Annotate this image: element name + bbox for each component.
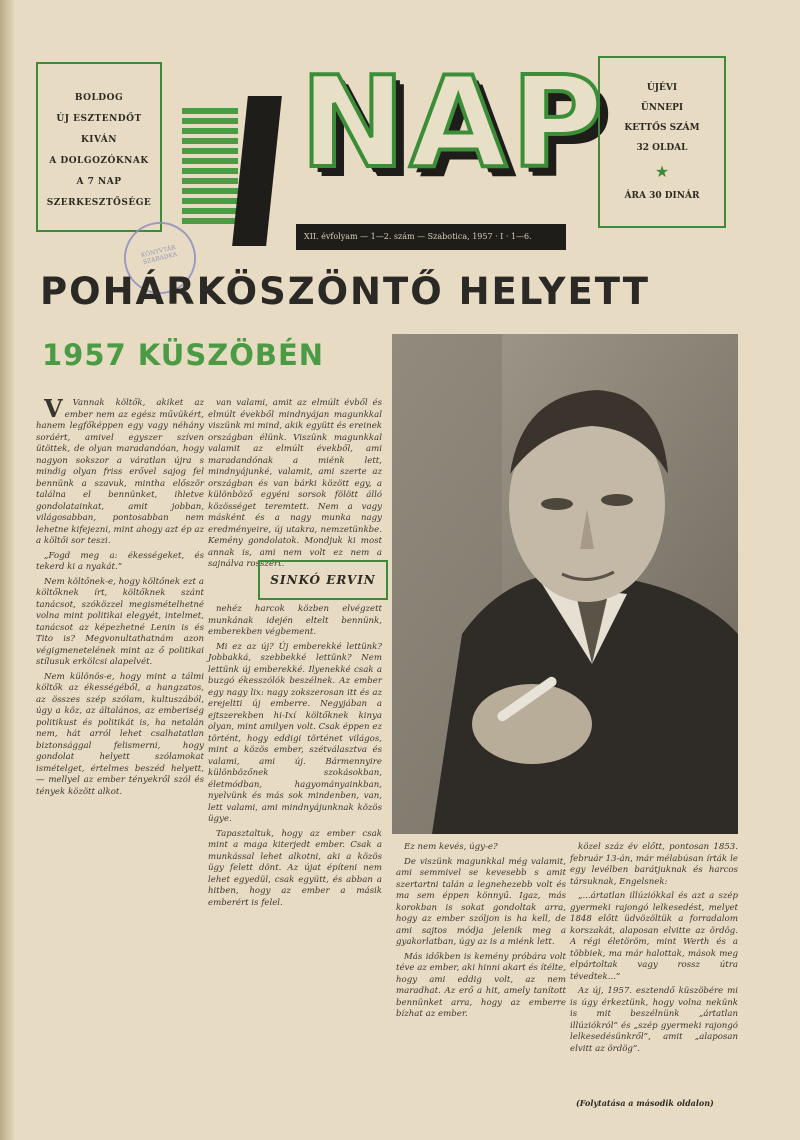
- main-headline: POHÁRKÖSZÖNTŐ HELYETT: [40, 270, 651, 313]
- masthead-stripes: [182, 104, 238, 224]
- paragraph: van valami, amit az elmúlt évből és elmúlt évekből mindnyájan magunkkal viszünk mi mind, akik együtt és ereinek országban élünk. Viszünk magunkkal valamit az elmúlt évekből, ami maradandónak a miénk lett, mindnyájunké, valamit, ami szerte az országban és van bárki között egy, a különböző egyéni sorsok fölött álló közösséget teremtett. Nem a vagy másként és a nagy munka nagy eredményeire, új utakra, nemzetünkbe. Kemény gondolatok. Mondjuk ki most annak is, ami nem volt ez nem a sajnálva rosszért.: [208, 398, 382, 569]
- sub-headline: 1957 KÜSZÖBÉN: [42, 338, 325, 372]
- paragraph: Az új, 1957. esztendő küszöbére mi is úgy érkeztünk, hogy volna nekünk is mit beszélnünk „ártatlan illúziókról” és „szép gyermeki rajongó lelkesedésünkről”, amit „alaposan elvitt az ördög”.: [570, 986, 738, 1054]
- price-label: ÁRA 30 DINÁR: [624, 191, 700, 201]
- paragraph: nehéz harcok közben elvégzett munkának idején eltelt bennünk, emberekben végbement.: [208, 604, 382, 637]
- greeting-line: A DOLGOZÓKNAK: [49, 156, 149, 166]
- article-column-1: [36, 394, 204, 1118]
- greeting-line: ÚJ ESZTENDŐT: [56, 114, 142, 124]
- greeting-line: SZERKESZTŐSÉGE: [46, 198, 152, 208]
- paragraph: Ez nem kevés, úgy-e?: [404, 842, 498, 852]
- article-column-2-top: [208, 398, 382, 569]
- star-icon: ★: [654, 162, 670, 181]
- issue-info-box: [598, 56, 726, 228]
- paragraph: De viszünk magunkkal még valamit, ami semmivel se kevesebb s amit szertartni talán a legnehezebb volt és ma sem éppen könnyű. Igaz, más korokban is sokat gondoltak arra, hogy az ember szóljon is ha kell, de ami sajtos módja jelenik meg a gyakorlatban, úgy az is a miénk lett.: [396, 856, 566, 947]
- article-column-4: [570, 842, 738, 1120]
- greeting-line: A 7 NAP: [76, 177, 122, 187]
- paragraph: Más időkben is kemény próbára volt téve az ember, aki hinni akart és ítélte, hogy ami eddig volt, az nem maradhat. Az erő a hit, amely tanított bennünket arra, hogy az emberre bízhat az ember.: [396, 951, 566, 1019]
- info-line: KETTŐS SZÁM: [624, 123, 700, 133]
- drop-cap: V: [44, 394, 63, 423]
- paragraph: Mi ez az új? Új emberekké lettünk? Jobbakká, szebbekké lettünk? Nem lettünk új emberekké. Ilyenekké csak a buzgó ékesszólók beszélnek. Az ember egy nagy lix: nagy zokszerosan itt és az erejeltti új emberre. Negyjában a ejtszerekben hi-Ixí költőknek kinya olyan, mint amilyen volt. Csak éppen ez történt, hogy eddigi történet világos, mint a közös ember, szétválasztva és valami, ami új. Bármennyire különbözőnek szokásokban, életmódban, hagyományainkban, nyelvünk és más sok mindenben, van, lett valami, ami mindnyájunknak közös ügye.: [208, 641, 382, 824]
- paragraph: közel száz év előtt, pontosan 1853. február 13-án, már mélabúsan írták le egy levélben barátjuknak és harcos társuknak, Engelsnek:: [570, 842, 738, 887]
- masthead-seven-bar: [232, 96, 282, 246]
- author-byline: SINKÓ ERVIN: [258, 560, 388, 600]
- info-line: ÚJÉVI: [646, 83, 678, 93]
- article-column-3: [396, 842, 566, 1120]
- greeting-line: KIVÁN: [80, 135, 118, 145]
- portrait-illustration: [392, 334, 738, 834]
- paragraph: „Fogd meg a: ékességeket, és tekerd ki a nyakát.”: [36, 550, 204, 572]
- paragraph: „...ártatlan illúziókkal és azt a szép gyermeki rajongó lelkesedést, melyet 1848 előtt üdvözöltük a forradalom korszakát, alaposan elvitte az ördög. A régi életöröm, mint Werth és a többiek, ma már halottak, mások meg elpártoltak vagy rossz útra tévedtek...”: [570, 891, 738, 982]
- continuation-note: (Folytatása a második oldalon): [576, 1098, 714, 1108]
- info-line: 32 OLDAL: [636, 143, 688, 153]
- paragraph: Tapasztaltuk, hogy az ember csak mint a maga kiterjedt ember. Csak a munkással lehet alkotni, aki a közös ügy felett dönt. Az újat építeni nem lehet egyedül, csak együtt, és abban a hitben, hogy az ember a másik emberért is felel.: [208, 828, 382, 908]
- paragraph-text: Vannak költők, akiket az ember nem az egész művükért, hanem legfőképpen egy vagy néhány soráért, amivel egyszer szíven ütöttek, de olyan maradandóan, hogy nagyon sokszor a váratlan újra s mindig olyan friss erővel sajog fel bennünk a szavuk, mintha először találna el bennünket, ihletve gondolatainkat, amit jobban, világosabban, pontosabban nem lehetne kifejezni, mint ahogy azt ép az a költői sor teszi.: [36, 398, 204, 546]
- paper-edge: [0, 0, 14, 1140]
- info-line: ÜNNEPI: [640, 103, 684, 113]
- masthead-logo: NAP: [300, 49, 608, 196]
- masthead-dateline: XII. évfolyam — 1—2. szám — Szabotica, 1957 · I · 1—6.: [296, 224, 566, 250]
- greeting-box: [36, 62, 162, 232]
- greeting-line: BOLDOG: [74, 93, 124, 103]
- paragraph: [36, 394, 204, 548]
- author-portrait-photo: [392, 334, 738, 834]
- stamp-text: KÖNYVTÁR SZABADKA: [140, 244, 178, 267]
- paragraph: Nem különös-e, hogy mint a tálmi költők az ékességéből, a hangzatos, az összes szép szólam, kultuszából, úgy a köz, az általános, az emberiség politikust és politikát is, ha netalán nem, hát arról lehet csalhatatlan biztonsággal felismerni, hogy gondolat helyett szólamokat ismételget, értelmes beszéd helyett, — mellyel az ember tényekről szól és tények között alkot.: [36, 671, 204, 797]
- paragraph: Nem költőnek-e, hogy költőnek ezt a költőknek írt, költőknek szánt tanácsot, szóközzel megismételhetné volna mint politikai elegyét, intelmet, tanácsot az képezhetné Lenin is és Tito is? Megvonultathatnám azon végigmenetelének mint az ő politikai stílusuk erkölcsi alapelvét.: [36, 576, 204, 667]
- article-column-2-bottom: [208, 604, 382, 1118]
